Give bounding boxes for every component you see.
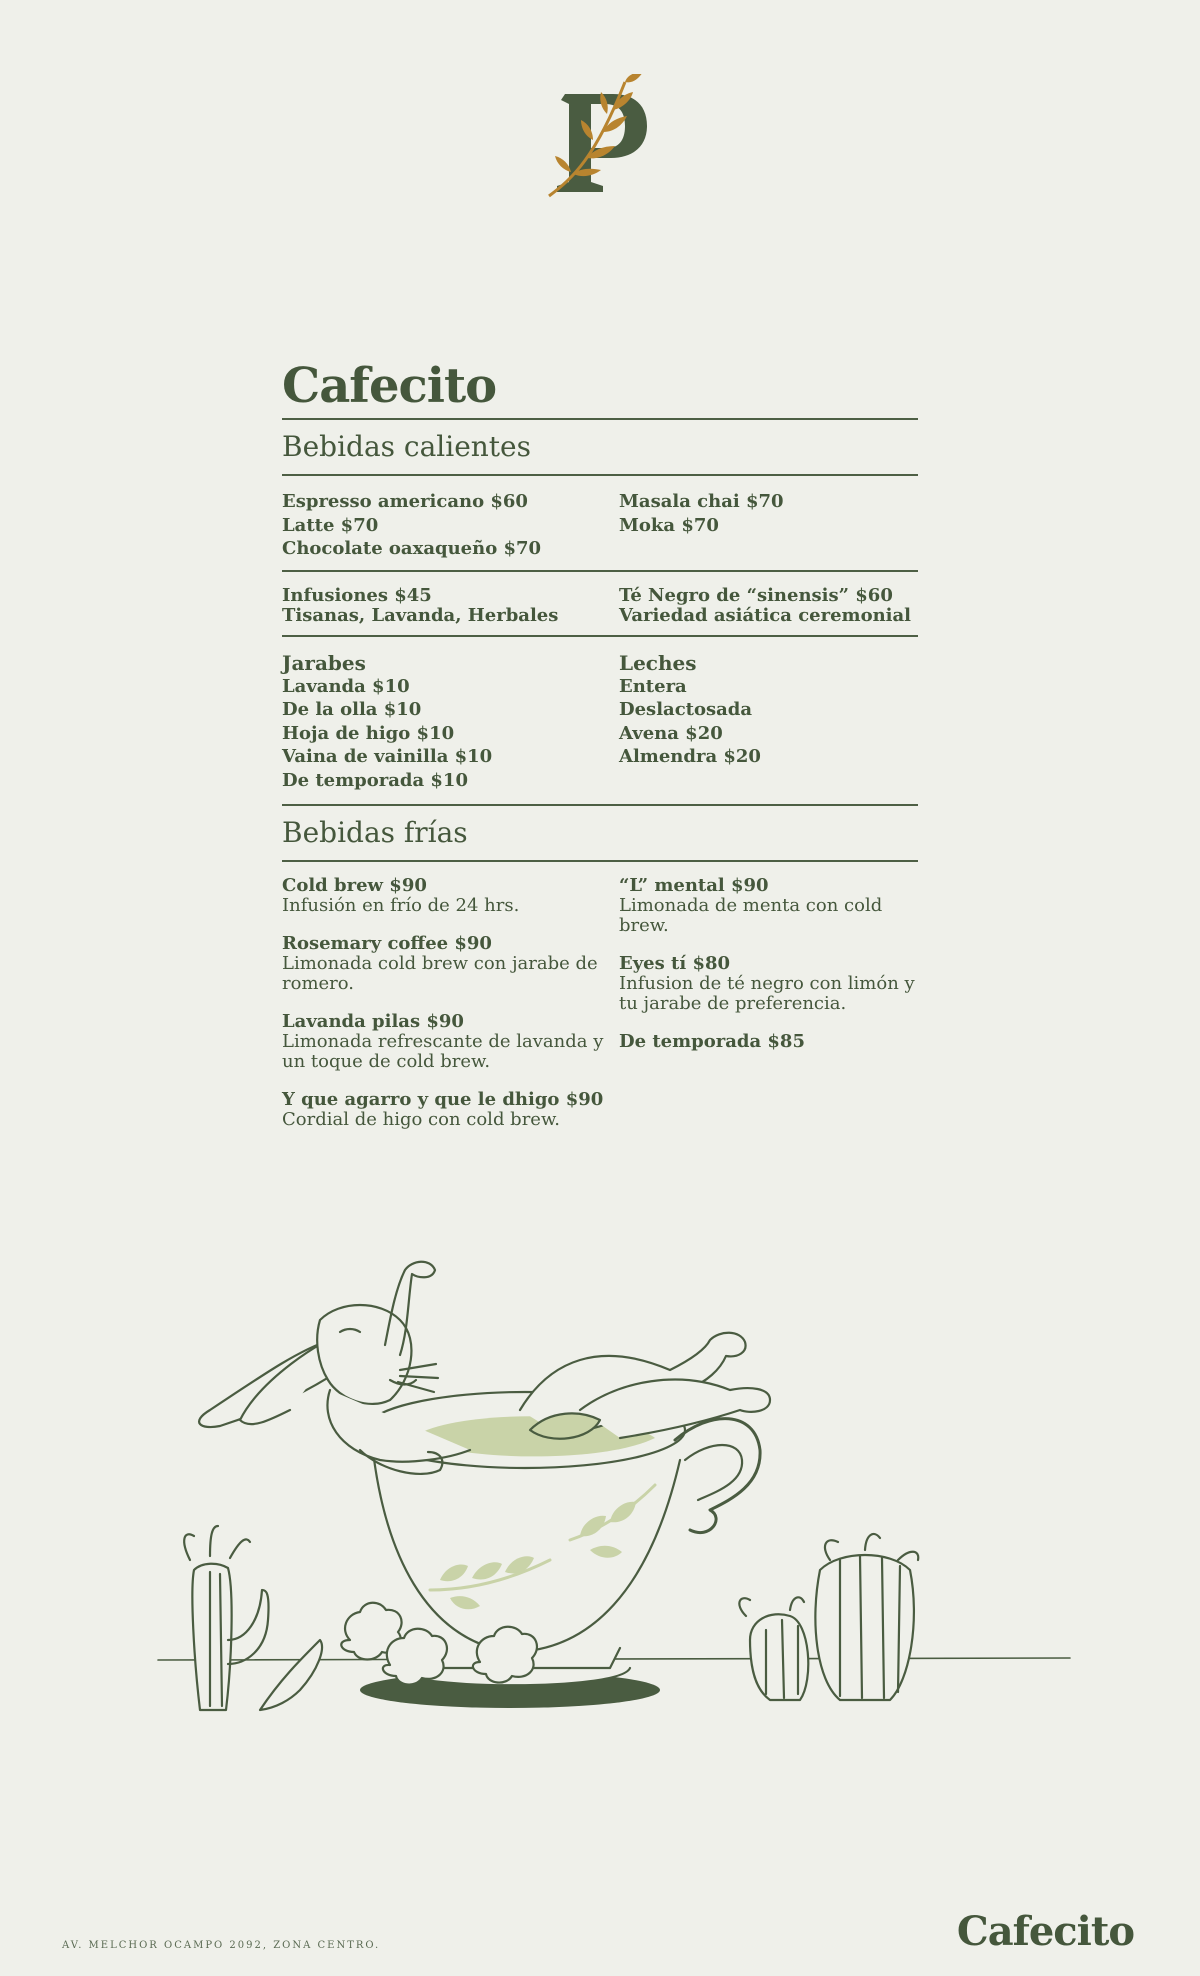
menu-item-desc: Infusion de té negro con limón y tu jarabe de preferencia. bbox=[619, 973, 915, 1014]
footer-brand-name: Cafecito bbox=[956, 1908, 1134, 1955]
menu-item-name: Té Negro de “sinensis” $60 bbox=[619, 584, 893, 606]
menu-item: De temporada $10 bbox=[282, 769, 468, 791]
brand-logo bbox=[543, 74, 663, 204]
coffee-right-column bbox=[619, 490, 918, 561]
monogram-p-leaf-icon bbox=[543, 74, 663, 204]
coffee-left-column bbox=[282, 490, 619, 561]
milks-heading: Leches bbox=[619, 650, 697, 675]
menu-item-name: Lavanda pilas $90 bbox=[282, 1011, 464, 1032]
syrups-column bbox=[282, 651, 619, 793]
menu-item bbox=[282, 876, 619, 916]
cold-left-column bbox=[282, 876, 619, 1148]
coffee-block bbox=[282, 476, 918, 570]
cold-drinks-heading: Bebidas frías bbox=[282, 816, 468, 849]
menu-item bbox=[282, 1012, 619, 1072]
menu-item-name: Eyes tí $80 bbox=[619, 953, 731, 974]
menu-item: Entera bbox=[619, 675, 687, 697]
divider bbox=[282, 418, 918, 420]
menu-item-name: De temporada $85 bbox=[619, 1031, 805, 1052]
menu-item: Espresso americano $60 bbox=[282, 491, 528, 512]
menu-item: Almendra $20 bbox=[619, 746, 761, 767]
menu-item: Chocolate oaxaqueño $70 bbox=[282, 538, 542, 559]
menu-item: Avena $20 bbox=[619, 722, 723, 744]
menu-item-desc: Limonada de menta con cold brew. bbox=[619, 895, 883, 936]
syrups-heading: Jarabes bbox=[282, 650, 366, 675]
menu-item-desc: Tisanas, Lavanda, Herbales bbox=[282, 604, 559, 626]
menu-item-desc: Infusión en frío de 24 hrs. bbox=[282, 895, 520, 916]
menu-item-desc: Limonada cold brew con jarabe de romero. bbox=[282, 953, 598, 994]
menu-item: Moka $70 bbox=[619, 514, 719, 536]
menu-item: Masala chai $70 bbox=[619, 491, 784, 512]
menu-item-name: Infusiones $45 bbox=[282, 584, 432, 606]
infusions-item bbox=[282, 586, 619, 626]
extras-block bbox=[282, 637, 918, 805]
menu-item-desc: Limonada refrescante de lavanda y un toque de cold brew. bbox=[282, 1031, 604, 1072]
menu-item bbox=[619, 954, 918, 1014]
menu-item-name: Cold brew $90 bbox=[282, 875, 427, 896]
menu-item-name: Y que agarro y que le dhigo $90 bbox=[282, 1089, 604, 1110]
address-text: AV. MELCHOR OCAMPO 2092, ZONA CENTRO. bbox=[62, 1940, 381, 1951]
menu-item: Hoja de higo $10 bbox=[282, 722, 455, 744]
milks-column bbox=[619, 651, 918, 793]
menu bbox=[282, 358, 918, 1148]
menu-item bbox=[282, 934, 619, 994]
menu-title: Cafecito bbox=[282, 358, 497, 414]
black-tea-item bbox=[619, 586, 918, 626]
menu-item: Latte $70 bbox=[282, 514, 379, 536]
menu-item: De la olla $10 bbox=[282, 699, 422, 720]
menu-item: Deslactosada bbox=[619, 699, 753, 720]
rabbit-in-teacup-illustration bbox=[150, 1260, 1080, 1820]
menu-item bbox=[282, 1090, 619, 1130]
cold-right-column bbox=[619, 876, 918, 1148]
menu-item-name: Rosemary coffee $90 bbox=[282, 933, 492, 954]
menu-item-name: “L” mental $90 bbox=[619, 875, 769, 896]
menu-item-desc: Cordial de higo con cold brew. bbox=[282, 1109, 560, 1130]
menu-item: Vaina de vainilla $10 bbox=[282, 746, 493, 767]
menu-item bbox=[619, 1032, 918, 1052]
cold-drinks-block bbox=[282, 862, 918, 1148]
hot-drinks-heading: Bebidas calientes bbox=[282, 430, 531, 463]
tea-block bbox=[282, 572, 918, 635]
divider bbox=[282, 804, 918, 806]
menu-item bbox=[619, 876, 918, 936]
menu-item: Lavanda $10 bbox=[282, 675, 410, 697]
menu-item-desc: Variedad asiática ceremonial bbox=[619, 604, 912, 626]
